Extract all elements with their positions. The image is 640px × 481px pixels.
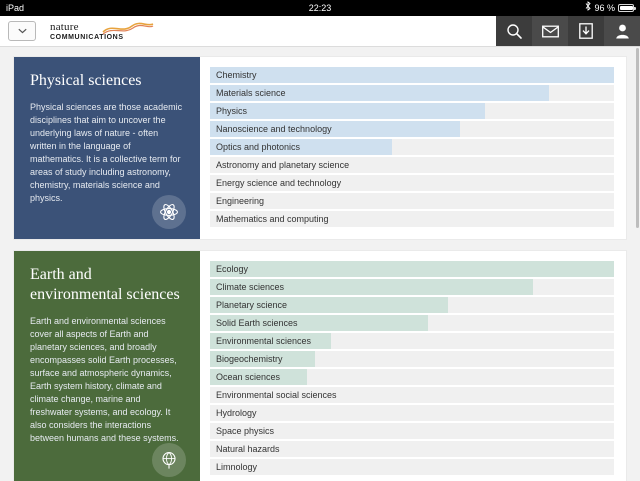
topic-label: Natural hazards bbox=[216, 444, 280, 454]
atom-icon bbox=[152, 195, 186, 229]
topic-label: Hydrology bbox=[216, 408, 257, 418]
topic-row[interactable] bbox=[210, 157, 614, 173]
topic-row[interactable] bbox=[210, 103, 614, 119]
mail-button[interactable] bbox=[532, 16, 568, 46]
topic-row[interactable] bbox=[210, 261, 614, 277]
topic-row[interactable] bbox=[210, 405, 614, 421]
envelope-icon bbox=[542, 25, 559, 38]
save-button[interactable] bbox=[568, 16, 604, 46]
topic-row[interactable] bbox=[210, 193, 614, 209]
topic-label: Mathematics and computing bbox=[216, 214, 329, 224]
search-icon bbox=[506, 23, 523, 40]
topic-label: Environmental social sciences bbox=[216, 390, 337, 400]
search-button[interactable] bbox=[496, 16, 532, 46]
topic-label: Planetary science bbox=[216, 300, 288, 310]
topic-label: Environmental sciences bbox=[216, 336, 312, 346]
subject-description: Earth and environmental sciences cover all aspects of Earth and planetary sciences, and broadly encompasses solid Earth processes, surface and atmospheric dynamics, Earth system history, climate and climate change, marine and freshwater systems, and ecology. It also considers the interactions between humans and these systems. bbox=[30, 316, 179, 443]
topic-bar bbox=[210, 261, 614, 277]
topic-label: Astronomy and planetary science bbox=[216, 160, 350, 170]
topic-bar bbox=[210, 67, 614, 83]
topic-row[interactable] bbox=[210, 279, 614, 295]
header-actions bbox=[496, 16, 640, 46]
subject-title: Earth and environmental sciences bbox=[30, 266, 180, 303]
topic-row[interactable] bbox=[210, 441, 614, 457]
subject-title: Physical sciences bbox=[30, 72, 142, 89]
topic-row[interactable] bbox=[210, 139, 614, 155]
topic-label: Biogeochemistry bbox=[216, 354, 283, 364]
topic-label: Nanoscience and technology bbox=[216, 124, 332, 134]
brand-logo[interactable] bbox=[50, 22, 124, 41]
topic-row[interactable] bbox=[210, 315, 614, 331]
topic-row[interactable] bbox=[210, 121, 614, 137]
status-bar-left bbox=[6, 0, 24, 16]
topic-row[interactable] bbox=[210, 333, 614, 349]
download-icon bbox=[579, 23, 593, 39]
topic-label: Climate sciences bbox=[216, 282, 285, 292]
battery-icon bbox=[618, 4, 634, 12]
topic-label: Space physics bbox=[216, 426, 275, 436]
subject-description: Physical sciences are those academic disciplines that aim to uncover the underlying laws of nature - often written in the language of mathematics. It is a collective term for areas of study including astronomy, chemistry, materials science and physics. bbox=[30, 102, 183, 203]
scrollbar-thumb[interactable] bbox=[636, 48, 639, 228]
brand-swoosh-icon bbox=[102, 21, 154, 35]
subject-topic-list bbox=[200, 57, 626, 239]
topic-label: Solid Earth sciences bbox=[216, 318, 298, 328]
person-icon bbox=[615, 23, 630, 39]
topic-row[interactable] bbox=[210, 423, 614, 439]
topic-label: Physics bbox=[216, 106, 248, 116]
status-bar-right bbox=[585, 0, 634, 16]
ios-status-bar bbox=[0, 0, 640, 16]
subject-topic-list bbox=[200, 251, 626, 481]
topic-row[interactable] bbox=[210, 211, 614, 227]
subjects-page[interactable] bbox=[0, 47, 640, 481]
subject-card-earth-environmental-sciences bbox=[14, 251, 626, 481]
topic-label: Optics and photonics bbox=[216, 142, 301, 152]
topic-label: Ocean sciences bbox=[216, 372, 281, 382]
globe-leaf-icon bbox=[152, 443, 186, 477]
topic-row[interactable] bbox=[210, 459, 614, 475]
bluetooth-icon bbox=[585, 0, 591, 16]
subject-summary[interactable] bbox=[14, 57, 200, 239]
device-label: iPad bbox=[6, 3, 25, 13]
topic-label: Energy science and technology bbox=[216, 178, 342, 188]
topic-row[interactable] bbox=[210, 67, 614, 83]
topic-label: Chemistry bbox=[216, 70, 257, 80]
topic-label: Ecology bbox=[216, 264, 249, 274]
chevron-down-icon bbox=[18, 27, 27, 36]
topic-row[interactable] bbox=[210, 297, 614, 313]
status-bar-clock: 22:23 bbox=[308, 3, 332, 13]
topic-label: Materials science bbox=[216, 88, 286, 98]
topic-row[interactable] bbox=[210, 351, 614, 367]
brand-subtitle: COMMUNICATIONS bbox=[50, 33, 124, 41]
menu-button[interactable] bbox=[8, 21, 36, 41]
topic-label: Engineering bbox=[216, 196, 265, 206]
topic-bar bbox=[210, 103, 485, 119]
subject-card-physical-sciences bbox=[14, 57, 626, 239]
app-header bbox=[0, 16, 640, 47]
topic-row[interactable] bbox=[210, 387, 614, 403]
topic-row[interactable] bbox=[210, 369, 614, 385]
account-button[interactable] bbox=[604, 16, 640, 46]
battery-percent-label: 96 % bbox=[594, 3, 615, 13]
brand-name: nature bbox=[50, 20, 79, 33]
topic-row[interactable] bbox=[210, 175, 614, 191]
subject-summary[interactable] bbox=[14, 251, 200, 481]
topic-row[interactable] bbox=[210, 85, 614, 101]
topic-label: Limnology bbox=[216, 462, 258, 472]
